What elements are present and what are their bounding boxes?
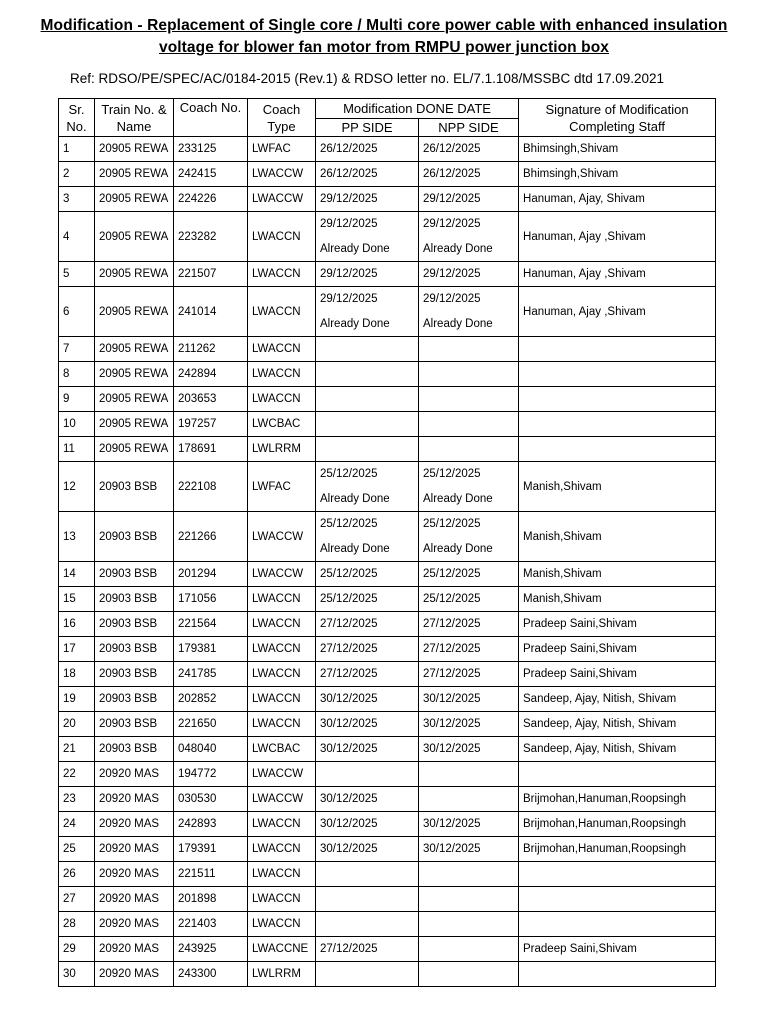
cell-coach-type: LWACCN xyxy=(248,662,316,687)
cell-sr-no: 16 xyxy=(59,612,95,637)
cell-npp-side xyxy=(419,337,519,362)
cell-staff: Pradeep Saini,Shivam xyxy=(519,662,716,687)
cell-coach-type: LWLRRM xyxy=(248,962,316,987)
cell-coach-type: LWACCN xyxy=(248,687,316,712)
table-row xyxy=(59,437,716,462)
cell-pp-side: 30/12/2025 xyxy=(316,787,419,812)
cell-train: 20905 REWA xyxy=(95,387,174,412)
cell-train: 20920 MAS xyxy=(95,962,174,987)
table-row xyxy=(59,187,716,212)
cell-train: 20920 MAS xyxy=(95,912,174,937)
cell-npp-side: 26/12/2025 xyxy=(419,137,519,162)
cell-staff: Brijmohan,Hanuman,Roopsingh xyxy=(519,837,716,862)
cell-coach-no: 211262 xyxy=(174,337,248,362)
cell-sr-no: 22 xyxy=(59,762,95,787)
table-row xyxy=(59,937,716,962)
cell-staff xyxy=(519,387,716,412)
cell-npp-side xyxy=(419,462,519,512)
cell-pp-side-note: Already Done xyxy=(320,542,390,555)
cell-npp-side xyxy=(419,212,519,262)
cell-sr-no: 25 xyxy=(59,837,95,862)
table-row xyxy=(59,287,716,337)
cell-sr-no: 15 xyxy=(59,587,95,612)
table-row xyxy=(59,612,716,637)
cell-staff: Manish,Shivam xyxy=(519,562,716,587)
cell-train: 20920 MAS xyxy=(95,787,174,812)
cell-coach-no: 197257 xyxy=(174,412,248,437)
cell-staff: Hanuman, Ajay ,Shivam xyxy=(519,287,716,337)
cell-coach-no: 178691 xyxy=(174,437,248,462)
cell-npp-side xyxy=(419,787,519,812)
cell-train: 20920 MAS xyxy=(95,862,174,887)
table-row xyxy=(59,412,716,437)
cell-sr-no: 23 xyxy=(59,787,95,812)
cell-npp-side-date: 29/12/2025 xyxy=(423,293,481,305)
cell-train: 20920 MAS xyxy=(95,837,174,862)
cell-pp-side: 30/12/2025 xyxy=(316,687,419,712)
cell-sr-no: 4 xyxy=(59,212,95,262)
cell-pp-side xyxy=(316,762,419,787)
table-row xyxy=(59,662,716,687)
cell-pp-side: 25/12/2025 xyxy=(316,562,419,587)
cell-sr-no: 2 xyxy=(59,162,95,187)
cell-staff xyxy=(519,962,716,987)
cell-pp-side-date: 29/12/2025 xyxy=(320,218,378,230)
cell-staff: Pradeep Saini,Shivam xyxy=(519,937,716,962)
cell-coach-no: 194772 xyxy=(174,762,248,787)
cell-pp-side xyxy=(316,412,419,437)
cell-coach-no: 221403 xyxy=(174,912,248,937)
cell-staff: Sandeep, Ajay, Nitish, Shivam xyxy=(519,737,716,762)
table-row xyxy=(59,512,716,562)
cell-npp-side xyxy=(419,287,519,337)
table-row xyxy=(59,137,716,162)
cell-pp-side-date: 25/12/2025 xyxy=(320,518,378,530)
cell-coach-type: LWACCW xyxy=(248,512,316,562)
cell-coach-type: LWACCW xyxy=(248,562,316,587)
cell-coach-no: 223282 xyxy=(174,212,248,262)
cell-coach-type: LWACCN xyxy=(248,387,316,412)
cell-coach-no: 233125 xyxy=(174,137,248,162)
cell-train: 20905 REWA xyxy=(95,187,174,212)
cell-npp-side xyxy=(419,762,519,787)
cell-pp-side: 29/12/2025 xyxy=(316,262,419,287)
cell-pp-side: 27/12/2025 xyxy=(316,937,419,962)
cell-sr-no: 8 xyxy=(59,362,95,387)
cell-coach-type: LWFAC xyxy=(248,137,316,162)
cell-npp-side-date: 29/12/2025 xyxy=(423,218,481,230)
cell-pp-side xyxy=(316,862,419,887)
cell-pp-side: 25/12/2025 xyxy=(316,587,419,612)
cell-staff: Manish,Shivam xyxy=(519,512,716,562)
table-row xyxy=(59,362,716,387)
cell-coach-no: 221564 xyxy=(174,612,248,637)
cell-pp-side: 29/12/2025 xyxy=(316,187,419,212)
cell-pp-side: 30/12/2025 xyxy=(316,737,419,762)
table-row xyxy=(59,637,716,662)
cell-staff: Sandeep, Ajay, Nitish, Shivam xyxy=(519,712,716,737)
cell-npp-side: 25/12/2025 xyxy=(419,562,519,587)
cell-train: 20903 BSB xyxy=(95,637,174,662)
cell-npp-side: 29/12/2025 xyxy=(419,187,519,212)
cell-coach-type: LWACCN xyxy=(248,712,316,737)
cell-staff xyxy=(519,887,716,912)
cell-coach-type: LWACCN xyxy=(248,887,316,912)
cell-coach-no: 221507 xyxy=(174,262,248,287)
cell-sr-no: 5 xyxy=(59,262,95,287)
cell-sr-no: 13 xyxy=(59,512,95,562)
cell-coach-type: LWACCN xyxy=(248,837,316,862)
header-pp-side: PP SIDE xyxy=(316,119,419,137)
cell-train: 20905 REWA xyxy=(95,362,174,387)
cell-train: 20903 BSB xyxy=(95,587,174,612)
cell-sr-no: 27 xyxy=(59,887,95,912)
cell-sr-no: 24 xyxy=(59,812,95,837)
cell-npp-side: 30/12/2025 xyxy=(419,712,519,737)
cell-npp-side xyxy=(419,962,519,987)
cell-sr-no: 19 xyxy=(59,687,95,712)
cell-coach-no: 242415 xyxy=(174,162,248,187)
cell-pp-side: 26/12/2025 xyxy=(316,162,419,187)
cell-staff: Manish,Shivam xyxy=(519,587,716,612)
cell-npp-side-note: Already Done xyxy=(423,542,493,555)
cell-staff xyxy=(519,412,716,437)
cell-staff: Hanuman, Ajay ,Shivam xyxy=(519,262,716,287)
table-row xyxy=(59,462,716,512)
cell-staff xyxy=(519,337,716,362)
cell-coach-type: LWACCN xyxy=(248,612,316,637)
cell-coach-type: LWACCN xyxy=(248,362,316,387)
cell-pp-side: 30/12/2025 xyxy=(316,812,419,837)
cell-train: 20903 BSB xyxy=(95,687,174,712)
cell-train: 20905 REWA xyxy=(95,412,174,437)
cell-coach-no: 222108 xyxy=(174,462,248,512)
cell-sr-no: 7 xyxy=(59,337,95,362)
cell-pp-side-note: Already Done xyxy=(320,317,390,330)
cell-npp-side xyxy=(419,887,519,912)
cell-npp-side: 27/12/2025 xyxy=(419,612,519,637)
cell-staff: Brijmohan,Hanuman,Roopsingh xyxy=(519,812,716,837)
cell-train: 20903 BSB xyxy=(95,662,174,687)
cell-sr-no: 20 xyxy=(59,712,95,737)
cell-npp-side xyxy=(419,512,519,562)
cell-coach-type: LWACCW xyxy=(248,762,316,787)
cell-pp-side-note: Already Done xyxy=(320,492,390,505)
cell-pp-side xyxy=(316,437,419,462)
cell-train: 20920 MAS xyxy=(95,887,174,912)
cell-train: 20905 REWA xyxy=(95,437,174,462)
table-row xyxy=(59,262,716,287)
table-row xyxy=(59,562,716,587)
cell-staff xyxy=(519,862,716,887)
cell-train: 20903 BSB xyxy=(95,712,174,737)
cell-coach-type: LWACCN xyxy=(248,212,316,262)
cell-train: 20903 BSB xyxy=(95,612,174,637)
cell-coach-type: LWFAC xyxy=(248,462,316,512)
cell-staff xyxy=(519,762,716,787)
cell-sr-no: 3 xyxy=(59,187,95,212)
cell-npp-side-note: Already Done xyxy=(423,242,493,255)
cell-sr-no: 30 xyxy=(59,962,95,987)
cell-npp-side: 27/12/2025 xyxy=(419,637,519,662)
cell-npp-side: 30/12/2025 xyxy=(419,837,519,862)
cell-pp-side xyxy=(316,337,419,362)
header-coach-type: Coach Type xyxy=(248,99,316,137)
header-mod-date: Modification DONE DATE xyxy=(316,99,519,119)
cell-npp-side xyxy=(419,912,519,937)
cell-coach-no: 221650 xyxy=(174,712,248,737)
table-row xyxy=(59,687,716,712)
cell-sr-no: 29 xyxy=(59,937,95,962)
cell-npp-side xyxy=(419,437,519,462)
cell-train: 20920 MAS xyxy=(95,762,174,787)
cell-sr-no: 12 xyxy=(59,462,95,512)
cell-pp-side: 27/12/2025 xyxy=(316,662,419,687)
cell-coach-type: LWACCN xyxy=(248,912,316,937)
cell-coach-type: LWCBAC xyxy=(248,737,316,762)
cell-coach-no: 242894 xyxy=(174,362,248,387)
cell-train: 20920 MAS xyxy=(95,812,174,837)
cell-sr-no: 9 xyxy=(59,387,95,412)
cell-coach-no: 171056 xyxy=(174,587,248,612)
cell-coach-type: LWACCNE xyxy=(248,937,316,962)
cell-coach-type: LWACCN xyxy=(248,637,316,662)
cell-train: 20905 REWA xyxy=(95,162,174,187)
cell-coach-no: 203653 xyxy=(174,387,248,412)
cell-train: 20903 BSB xyxy=(95,562,174,587)
document-title-line1: Modification - Replacement of Single core / Multi core power cable with enhanced insulation xyxy=(40,17,728,34)
cell-sr-no: 18 xyxy=(59,662,95,687)
cell-coach-no: 179381 xyxy=(174,637,248,662)
cell-pp-side xyxy=(316,462,419,512)
cell-coach-no: 241785 xyxy=(174,662,248,687)
cell-staff: Pradeep Saini,Shivam xyxy=(519,637,716,662)
table-row xyxy=(59,962,716,987)
cell-sr-no: 6 xyxy=(59,287,95,337)
cell-sr-no: 21 xyxy=(59,737,95,762)
cell-pp-side xyxy=(316,212,419,262)
cell-coach-no: 201294 xyxy=(174,562,248,587)
header-sr-no: Sr. No. xyxy=(59,99,95,137)
header-coach-no: Coach No. xyxy=(174,99,248,137)
cell-coach-no: 179391 xyxy=(174,837,248,862)
cell-pp-side-date: 25/12/2025 xyxy=(320,468,378,480)
cell-coach-type: LWCBAC xyxy=(248,412,316,437)
cell-train: 20905 REWA xyxy=(95,287,174,337)
table-row xyxy=(59,837,716,862)
cell-pp-side xyxy=(316,362,419,387)
table-row xyxy=(59,912,716,937)
cell-coach-type: LWLRRM xyxy=(248,437,316,462)
cell-sr-no: 28 xyxy=(59,912,95,937)
cell-coach-type: LWACCN xyxy=(248,587,316,612)
cell-pp-side-note: Already Done xyxy=(320,242,390,255)
cell-coach-type: LWACCN xyxy=(248,337,316,362)
document-title-line2: voltage for blower fan motor from RMPU power junction box xyxy=(158,39,610,56)
header-train: Train No. & Name xyxy=(95,99,174,137)
cell-npp-side: 27/12/2025 xyxy=(419,662,519,687)
cell-npp-side xyxy=(419,362,519,387)
cell-coach-type: LWACCN xyxy=(248,862,316,887)
cell-npp-side-note: Already Done xyxy=(423,317,493,330)
cell-pp-side xyxy=(316,287,419,337)
cell-coach-no: 048040 xyxy=(174,737,248,762)
cell-npp-side: 25/12/2025 xyxy=(419,587,519,612)
cell-npp-side-note: Already Done xyxy=(423,492,493,505)
cell-coach-no: 243925 xyxy=(174,937,248,962)
modification-table xyxy=(58,98,716,987)
cell-coach-type: LWACCN xyxy=(248,287,316,337)
cell-coach-no: 030530 xyxy=(174,787,248,812)
cell-coach-no: 243300 xyxy=(174,962,248,987)
cell-staff xyxy=(519,362,716,387)
cell-pp-side: 30/12/2025 xyxy=(316,712,419,737)
table-row xyxy=(59,862,716,887)
header-signature: Signature of Modification Completing Staff xyxy=(519,99,716,137)
cell-staff: Manish,Shivam xyxy=(519,462,716,512)
table-row xyxy=(59,212,716,262)
cell-sr-no: 26 xyxy=(59,862,95,887)
table-row xyxy=(59,587,716,612)
cell-train: 20905 REWA xyxy=(95,212,174,262)
table-row xyxy=(59,762,716,787)
cell-staff: Brijmohan,Hanuman,Roopsingh xyxy=(519,787,716,812)
cell-coach-no: 202852 xyxy=(174,687,248,712)
cell-staff: Sandeep, Ajay, Nitish, Shivam xyxy=(519,687,716,712)
cell-pp-side: 26/12/2025 xyxy=(316,137,419,162)
cell-train: 20903 BSB xyxy=(95,462,174,512)
cell-pp-side-date: 29/12/2025 xyxy=(320,293,378,305)
cell-coach-type: LWACCN xyxy=(248,262,316,287)
cell-npp-side: 30/12/2025 xyxy=(419,812,519,837)
table-row xyxy=(59,162,716,187)
cell-coach-type: LWACCW xyxy=(248,787,316,812)
table-row xyxy=(59,812,716,837)
cell-coach-no: 241014 xyxy=(174,287,248,337)
cell-sr-no: 17 xyxy=(59,637,95,662)
cell-coach-type: LWACCN xyxy=(248,812,316,837)
cell-coach-type: LWACCW xyxy=(248,162,316,187)
cell-pp-side: 30/12/2025 xyxy=(316,837,419,862)
cell-staff xyxy=(519,912,716,937)
header-npp-side: NPP SIDE xyxy=(419,119,519,137)
cell-train: 20905 REWA xyxy=(95,137,174,162)
cell-train: 20920 MAS xyxy=(95,937,174,962)
cell-pp-side xyxy=(316,512,419,562)
cell-npp-side: 26/12/2025 xyxy=(419,162,519,187)
cell-sr-no: 1 xyxy=(59,137,95,162)
cell-sr-no: 10 xyxy=(59,412,95,437)
cell-staff: Bhimsingh,Shivam xyxy=(519,162,716,187)
cell-npp-side-date: 25/12/2025 xyxy=(423,468,481,480)
cell-coach-no: 221511 xyxy=(174,862,248,887)
cell-pp-side: 27/12/2025 xyxy=(316,637,419,662)
cell-train: 20903 BSB xyxy=(95,512,174,562)
cell-coach-no: 221266 xyxy=(174,512,248,562)
header-row-1 xyxy=(59,99,716,119)
cell-npp-side xyxy=(419,387,519,412)
table-row xyxy=(59,387,716,412)
table-row xyxy=(59,337,716,362)
cell-coach-type: LWACCW xyxy=(248,187,316,212)
table-row xyxy=(59,887,716,912)
cell-pp-side xyxy=(316,962,419,987)
cell-npp-side: 30/12/2025 xyxy=(419,737,519,762)
cell-train: 20905 REWA xyxy=(95,337,174,362)
cell-train: 20903 BSB xyxy=(95,737,174,762)
cell-staff: Bhimsingh,Shivam xyxy=(519,137,716,162)
cell-coach-no: 242893 xyxy=(174,812,248,837)
cell-pp-side: 27/12/2025 xyxy=(316,612,419,637)
cell-npp-side: 29/12/2025 xyxy=(419,262,519,287)
cell-npp-side xyxy=(419,412,519,437)
cell-sr-no: 14 xyxy=(59,562,95,587)
cell-staff: Pradeep Saini,Shivam xyxy=(519,612,716,637)
cell-npp-side xyxy=(419,862,519,887)
cell-pp-side xyxy=(316,912,419,937)
cell-staff: Hanuman, Ajay ,Shivam xyxy=(519,212,716,262)
cell-coach-no: 201898 xyxy=(174,887,248,912)
table-row xyxy=(59,737,716,762)
table-row xyxy=(59,787,716,812)
cell-staff: Hanuman, Ajay, Shivam xyxy=(519,187,716,212)
table-row xyxy=(59,712,716,737)
cell-npp-side-date: 25/12/2025 xyxy=(423,518,481,530)
cell-train: 20905 REWA xyxy=(95,262,174,287)
cell-pp-side xyxy=(316,387,419,412)
table-body xyxy=(59,137,716,987)
cell-npp-side: 30/12/2025 xyxy=(419,687,519,712)
cell-staff xyxy=(519,437,716,462)
cell-pp-side xyxy=(316,887,419,912)
cell-coach-no: 224226 xyxy=(174,187,248,212)
reference-line: Ref: RDSO/PE/SPEC/AC/0184-2015 (Rev.1) & RDSO letter no. EL/7.1.108/MSSBC dtd 17.09.2021 xyxy=(70,71,665,86)
cell-npp-side xyxy=(419,937,519,962)
cell-sr-no: 11 xyxy=(59,437,95,462)
